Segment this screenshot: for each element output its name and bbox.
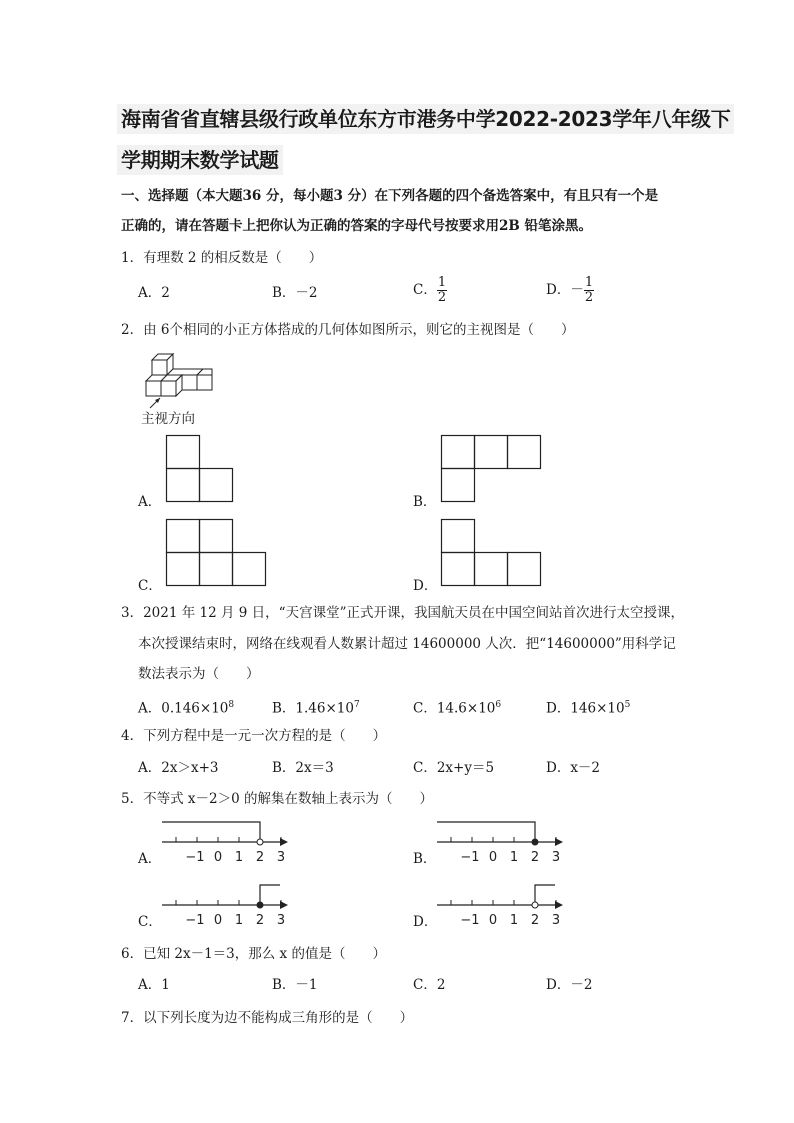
axis-tick-label: 0	[213, 850, 223, 865]
q1-stem: 1．有理数 2 的相反数是（ ）	[121, 250, 323, 266]
q1-option-b[interactable]: B．－2	[272, 285, 318, 301]
q3-d-base: D．146×10	[546, 700, 625, 717]
axis-tick-label: 0	[213, 913, 223, 928]
open-endpoint	[257, 839, 263, 845]
page-title-line2: 学期期末数学试题	[117, 145, 283, 175]
solution-ray	[162, 822, 260, 842]
q2-c-square-3	[167, 553, 200, 586]
q1-option-a[interactable]: A．2	[138, 285, 170, 301]
q3-option-b[interactable]	[272, 695, 360, 719]
q4-option-a[interactable]: A．2x＞x+3	[138, 760, 219, 776]
q5-option-a-numberline[interactable]	[162, 818, 292, 866]
q3-c-base: C．14.6×10	[413, 700, 496, 717]
axis-tick-label: 2	[255, 850, 265, 865]
page-title-line1: 海南省省直辖县级行政单位东方市港务中学2022-2023学年八年级下	[117, 104, 734, 134]
q2-b-square-1	[442, 436, 475, 469]
q2-c-square-5	[233, 553, 266, 586]
q1-d-numerator: 1	[584, 275, 594, 290]
q7-stem: 7．以下列长度为边不能构成三角形的是（ ）	[121, 1010, 414, 1026]
axis-tick-label: 1	[509, 913, 519, 928]
q2-b-square-4	[442, 469, 475, 502]
q3-a-base: A．0.146×10	[138, 700, 229, 717]
q2-figure-cube-1	[146, 381, 161, 396]
axis-tick-label: −1	[460, 850, 480, 865]
axis-tick-label: 1	[234, 850, 244, 865]
q2-option-d-view[interactable]	[441, 519, 542, 587]
q3-stem-line1: 3．2021 年 12 月 9 日，“天宫课堂”正式开课，我国航天员在中国空间站首次进行太空授课，	[121, 605, 684, 621]
q2-d-square-1	[442, 520, 475, 553]
closed-endpoint	[532, 839, 538, 845]
q2-figure-cube-2	[161, 381, 176, 396]
q3-a-exp: 8	[228, 700, 235, 710]
q6-option-c[interactable]: C．2	[413, 977, 446, 993]
axis-tick-label: 2	[255, 913, 265, 928]
q5-stem: 5．不等式 x－2＞0 的解集在数轴上表示为（ ）	[121, 791, 433, 807]
q1-option-d-fraction	[584, 276, 594, 305]
q2-option-b-view[interactable]	[441, 435, 542, 503]
q2-option-a-label[interactable]: A．	[138, 494, 162, 510]
q3-stem-line2: 本次授课结束时，网络在线观看人数累计超过 14600000 人次．把“14600000”用科学记	[138, 636, 676, 652]
axis-tick-label: 0	[488, 850, 498, 865]
q2-cube-figure	[140, 350, 220, 410]
closed-endpoint	[257, 902, 263, 908]
q3-option-a[interactable]	[138, 695, 234, 719]
q2-c-square-2	[200, 520, 233, 553]
axis-tick-label: −1	[185, 913, 205, 928]
axis-tick-label: 3	[276, 850, 286, 865]
axis-tick-label: −1	[460, 913, 480, 928]
axis-tick-label: 3	[551, 850, 561, 865]
q1-d-denominator: 2	[584, 290, 594, 305]
q2-figure-cube-4	[197, 375, 212, 390]
q2-option-a-view[interactable]	[166, 435, 234, 503]
q2-figure-cube-3	[182, 375, 197, 390]
q2-b-square-2	[475, 436, 508, 469]
q2-d-square-3	[475, 553, 508, 586]
q2-a-square-1	[167, 436, 200, 469]
q5-option-d-label[interactable]: D．	[413, 914, 438, 930]
q5-option-c-numberline[interactable]	[162, 881, 292, 929]
axis-tick-label: 2	[530, 850, 540, 865]
q3-b-base: B．1.46×10	[272, 700, 354, 717]
q2-a-square-2	[167, 469, 200, 502]
axis-tick-label: 0	[488, 913, 498, 928]
q6-option-a[interactable]: A．1	[138, 977, 170, 993]
open-endpoint	[532, 902, 538, 908]
axis-tick-label: 1	[234, 913, 244, 928]
q2-b-square-3	[508, 436, 541, 469]
q2-option-c-view[interactable]	[166, 519, 267, 587]
q5-option-b-label[interactable]: B．	[413, 851, 437, 867]
q2-option-c-label[interactable]: C．	[138, 578, 162, 594]
q5-option-c-label[interactable]: C．	[138, 914, 162, 930]
section-heading-line1: 一、选择题（本大题36 分，每小题3 分）在下列各题的四个备选答案中，有且只有一个是	[121, 188, 659, 204]
q2-figure-top-cube-front	[152, 360, 167, 375]
q2-d-square-2	[442, 553, 475, 586]
axis-tick-label: 2	[530, 913, 540, 928]
q1-option-c-prefix: C．	[413, 282, 437, 298]
q2-stem: 2．由 6个相同的小正方体搭成的几何体如图所示，则它的主视图是（ ）	[121, 322, 575, 338]
q1-c-denominator: 2	[437, 290, 447, 305]
axis-tick-label: 3	[276, 913, 286, 928]
q6-option-b[interactable]: B．－1	[272, 977, 318, 993]
q1-option-c-fraction	[437, 276, 447, 305]
axis-tick-label: 1	[509, 850, 519, 865]
axis-tick-label: −1	[185, 850, 205, 865]
q4-option-b[interactable]: B．2x＝3	[272, 760, 334, 776]
q1-option-d[interactable]	[546, 276, 594, 305]
q2-figure-caption: 主视方向	[141, 411, 195, 427]
q2-c-square-4	[200, 553, 233, 586]
axis-tick-label: 3	[551, 913, 561, 928]
q3-d-exp: 5	[624, 700, 631, 710]
solution-ray	[260, 885, 280, 905]
q2-option-b-label[interactable]: B．	[413, 494, 437, 510]
q3-option-c[interactable]	[413, 695, 501, 719]
q3-stem-line3-text: 数法表示为（ ）	[138, 666, 260, 682]
q3-b-exp: 7	[353, 700, 360, 710]
q4-option-d[interactable]: D．x－2	[546, 760, 601, 776]
q5-option-a-label[interactable]: A．	[138, 851, 162, 867]
q5-option-d-numberline[interactable]	[437, 881, 567, 929]
q6-stem: 6．已知 2x－1＝3，那么 x 的值是（ ）	[121, 946, 386, 962]
q6-option-d[interactable]: D．－2	[546, 977, 593, 993]
q1-option-c[interactable]	[413, 276, 447, 305]
q1-c-numerator: 1	[437, 275, 447, 290]
q5-option-b-numberline[interactable]	[437, 818, 567, 866]
section-heading-line2: 正确的，请在答题卡上把你认为正确的答案的字母代号按要求用2B 铅笔涂黑。	[121, 218, 593, 234]
q4-stem: 4．下列方程中是一元一次方程的是（ ）	[121, 728, 387, 744]
q4-option-c[interactable]: C．2x+y＝5	[413, 760, 495, 776]
q3-c-exp: 6	[495, 700, 502, 710]
q2-a-square-3	[200, 469, 233, 502]
q2-option-d-label[interactable]: D．	[413, 578, 438, 594]
q1-option-d-prefix: D．－	[546, 282, 584, 298]
solution-ray	[437, 822, 535, 842]
q2-d-square-4	[508, 553, 541, 586]
solution-ray	[535, 885, 555, 905]
q2-c-square-1	[167, 520, 200, 553]
q3-option-d[interactable]	[546, 695, 630, 719]
